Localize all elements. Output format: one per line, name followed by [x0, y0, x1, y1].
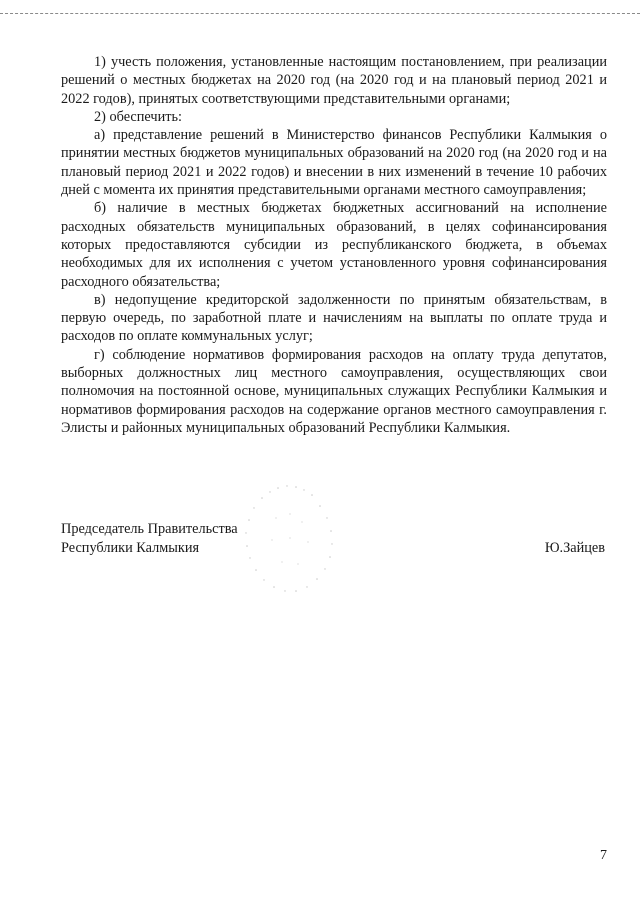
paragraph-subitem-v: в) недопущение кредиторской задолженности по принятым обязательствам, в первую очередь, по заработной плате и начислениям на выплаты по оплате труда и расходов по оплате коммунальных услуг; [61, 291, 607, 345]
top-scan-rule [0, 13, 640, 14]
paragraph-subitem-g: г) соблюдение нормативов формирования расходов на оплату труда депутатов, выборных должностных лиц местного самоуправления, осуществляющих свои полномочия на постоянной основе, муниципальных служащих Республики Калмыкия и нормативов формирования расходов на содержание органов местного самоуправления г. Элисты и районных муниципальных образований Республики Калмыкия. [61, 346, 607, 436]
paragraph-subitem-b: б) наличие в местных бюджетах бюджетных ассигнований на исполнение расходных обязательств муниципальных образований, в целях софинансирования которых предоставляются субсидии из республиканского бюджета, в объемах необходимых для их исполнения с учетом установленного уровня софинансирования расходного обязательства; [61, 200, 607, 290]
paragraph-subitem-a: а) представление решений в Министерство финансов Республики Калмыкия о принятии местных бюджетов муниципальных образований на 2020 год (на 2020 год и на плановый период 2021 и 2022 годов) и внесении в них изменений в течение 10 рабочих дней с момента их принятия представительными органами местного самоуправления; [61, 127, 607, 199]
signer-title-line-1: Председатель Правительства [61, 521, 238, 537]
document-body [61, 53, 607, 437]
paragraph-item-2: 2) обеспечить: [94, 108, 182, 125]
signature-block [61, 520, 607, 560]
page-number: 7 [600, 848, 607, 863]
signer-title-line-2: Республики Калмыкия [61, 539, 200, 556]
signer-name: Ю.Зайцев [544, 539, 605, 556]
signer-title [61, 520, 321, 557]
paragraph-item-1: 1) учесть положения, установленные настоящим постановлением, при реализации решений о местных бюджетах на 2020 год (на 2020 год и на плановый период 2021 и 2022 годов), принятых соответствующими представительными органами; [61, 54, 607, 107]
